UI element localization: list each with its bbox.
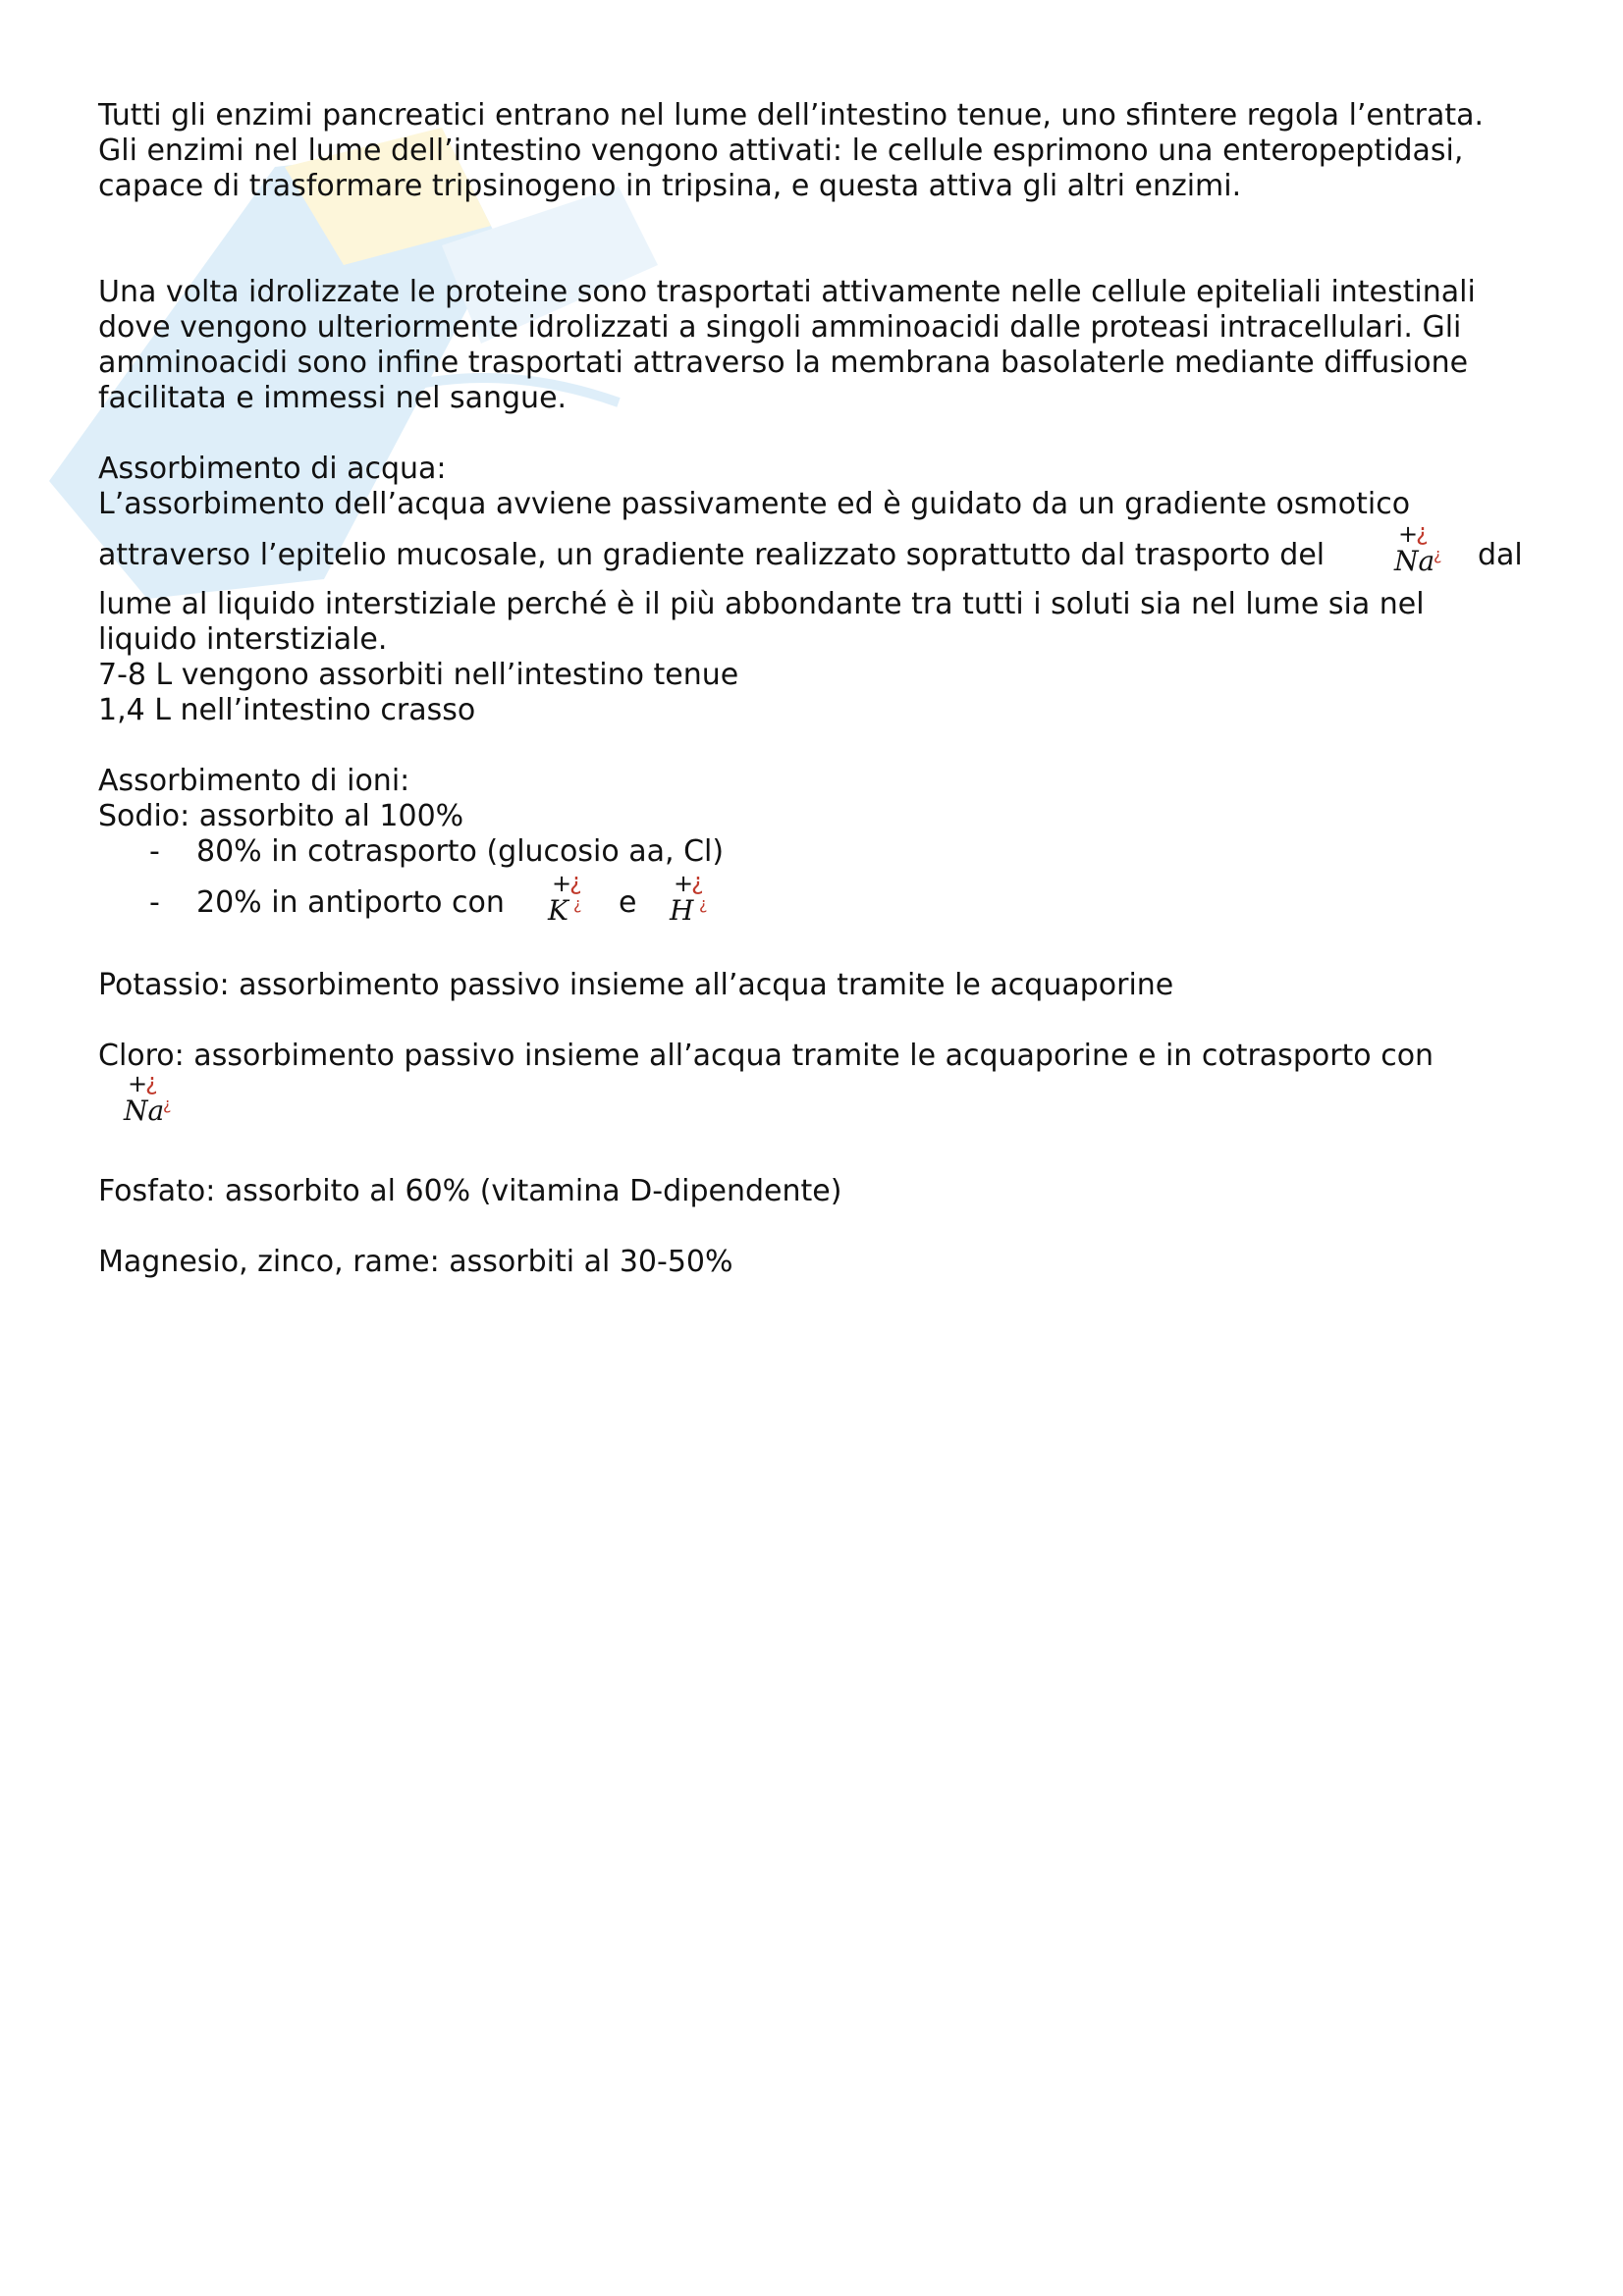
ioni-cloro: Cloro: assorbimento passivo insieme all’acqua tramite le acquaporine e in cotrasporto con [98,1039,1434,1073]
bullet2-dash: - [149,885,160,920]
paragraph2-line3: amminoacidi sono infine trasportati attraverso la membrana basolaterle mediante diffusione [98,346,1469,380]
ion-symbol-h: H [670,894,694,927]
ioni-fosfato: Fosfato: assorbito al 60% (vitamina D-dipendente) [98,1174,842,1208]
ion-small-glyph: ¿ [699,894,708,913]
paragraph2-line4: facilitata e immessi nel sangue. [98,381,568,415]
sodium-ion-formula-cloro [124,1070,183,1133]
ioni-heading: Assorbimento di ioni: [98,764,410,798]
bullet2-conjunction: e [619,885,637,920]
ion-charge-plus: + [128,1070,148,1097]
ioni-sodio: Sodio: assorbito al 100% [98,799,464,833]
paragraph2-line1: Una volta idrolizzate le proteine sono trasportati attivamente nelle cellule epiteliali intestinali [98,275,1476,309]
ion-charge-plus: + [552,870,572,897]
ioni-potassio: Potassio: assorbimento passivo insieme all’acqua tramite le acquaporine [98,968,1174,1002]
paragraph1-line2: Gli enzimi nel lume dell’intestino vengono attivati: le cellule esprimono una enteropeptidasi, [98,133,1464,168]
ion-small-glyph: ¿ [163,1095,172,1113]
acqua-line4: liquido interstiziale. [98,622,388,657]
ion-charge-glyph: ¿ [145,1068,158,1095]
ion-symbol-k: K [548,894,568,927]
paragraph1-line3: capace di trasformare tripsinogeno in tripsina, e questa attiva gli altri enzimi. [98,169,1242,203]
bullet1-dash: - [149,834,160,869]
ion-small-glyph: ¿ [1434,545,1442,563]
hydrogen-ion-formula [670,870,729,933]
sodium-ion-formula [1394,520,1453,583]
bullet1-text: 80% in cotrasporto (glucosio aa, Cl) [196,834,725,869]
paragraph1-line1: Tutti gli enzimi pancreatici entrano nel lume dell’intestino tenue, uno sfintere regola l’entrata. [98,98,1485,133]
acqua-line3: lume al liquido interstiziale perché è il più abbondante tra tutti i soluti sia nel lume sia nel [98,587,1425,621]
ion-charge-glyph: ¿ [569,868,582,895]
paragraph2-line2: dove vengono ulteriormente idrolizzati a singoli amminoacidi dalle proteasi intracellulari. Gli [98,310,1462,345]
ion-small-glyph: ¿ [573,894,582,913]
acqua-line2-before: attraverso l’epitelio mucosale, un gradiente realizzato soprattutto dal trasporto del [98,538,1325,572]
ioni-magnesio: Magnesio, zinco, rame: assorbiti al 30-50% [98,1245,733,1279]
ion-symbol-na: Na [1394,545,1435,577]
acqua-line5: 7-8 L vengono assorbiti nell’intestino tenue [98,658,739,692]
ion-charge-plus: + [1398,520,1419,548]
potassium-ion-formula [548,870,607,933]
ion-charge-glyph: ¿ [691,868,704,895]
ion-symbol-na: Na [124,1095,165,1127]
ion-charge-glyph: ¿ [1416,518,1429,546]
ion-charge-plus: + [674,870,694,897]
acqua-heading: Assorbimento di acqua: [98,452,447,486]
acqua-line1: L’assorbimento dell’acqua avviene passivamente ed è guidato da un gradiente osmotico [98,487,1411,521]
acqua-line2-after: dal [1478,538,1523,572]
acqua-line6: 1,4 L nell’intestino crasso [98,693,476,727]
bullet2-text: 20% in antiporto con [196,885,505,920]
